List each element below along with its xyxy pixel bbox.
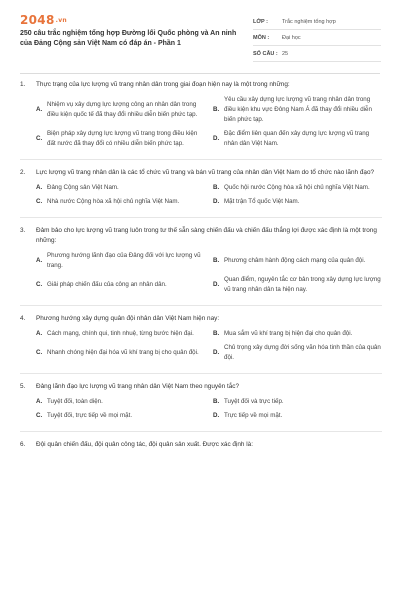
question-stem [20, 382, 382, 392]
question [20, 226, 382, 299]
option-letter: D. [213, 281, 220, 288]
question [20, 168, 382, 211]
option-d[interactable] [213, 343, 382, 367]
option-text: Nhanh chóng hiện đại hóa vũ khí trang bị cho quân đội. [47, 349, 199, 356]
option-d[interactable] [213, 129, 382, 153]
question-stem [20, 168, 382, 178]
option-text: Phương hướng lãnh đạo của Đảng đối với lực lượng vũ trang. [47, 252, 201, 269]
option-b[interactable] [213, 251, 382, 275]
question-number: 4. [20, 315, 26, 322]
option-text: Tuyệt đối và trực tiếp. [224, 398, 284, 405]
option-letter: B. [213, 330, 220, 337]
option-text: Trực tiếp về mọi mặt. [224, 412, 283, 419]
option-text: Chủ trọng xây dựng đời sống văn hóa tinh thần của quân đội. [224, 344, 381, 361]
option-letter: C. [36, 281, 43, 288]
option-letter: D. [213, 412, 220, 419]
option-grid [36, 397, 382, 425]
meta-row-class [253, 14, 381, 30]
option-letter: A. [36, 257, 43, 264]
option-letter: A. [36, 398, 43, 405]
option-text: Mặt trận Tổ quốc Việt Nam. [224, 198, 300, 205]
option-c[interactable] [36, 343, 205, 367]
option-b[interactable] [213, 183, 382, 197]
option-letter: C. [36, 135, 43, 142]
option-a[interactable] [36, 329, 205, 343]
option-letter: D. [213, 349, 220, 356]
option-text: Tuyệt đối, toàn diện. [47, 398, 103, 405]
option-text: Đặc điểm liên quan đến xây dựng lực lượng vũ trang nhân dân Việt Nam. [224, 130, 370, 147]
option-a[interactable] [36, 95, 205, 129]
question-divider [20, 373, 382, 374]
question-number: 2. [20, 169, 26, 176]
option-letter: B. [213, 257, 220, 264]
question-number: 3. [20, 227, 26, 234]
option-b[interactable] [213, 397, 382, 411]
option-text: Phương châm hành động cách mạng của quân đội. [224, 257, 366, 264]
question-text: Đảm bảo cho lực lượng vũ trang luôn trong tư thế sẵn sàng chiến đấu và chiến đấu thắng lợi được xác định là một trong những: [36, 227, 377, 244]
option-c[interactable] [36, 275, 205, 299]
option-letter: B. [213, 398, 220, 405]
question-divider [20, 159, 382, 160]
meta-value: Trắc nghiệm tổng hợp [282, 18, 336, 25]
question-divider [20, 217, 382, 218]
question-text: Đội quân chiến đấu, đội quân công tác, đội quân sản xuất. Được xác định là: [36, 441, 254, 448]
option-c[interactable] [36, 411, 205, 425]
option-text: Biện pháp xây dựng lực lượng vũ trang trong điều kiện đất nước đã thay đổi có nhiều diễn biến phức tạp. [47, 130, 198, 147]
site-logo[interactable] [20, 13, 67, 27]
option-letter: D. [213, 198, 220, 205]
option-letter: D. [213, 135, 220, 142]
option-letter: B. [213, 106, 220, 113]
option-letter: B. [213, 184, 220, 191]
question-text: Thực trạng của lực lượng vũ trang nhân dân trong giai đoạn hiện nay là một trong những: [36, 81, 290, 88]
question-number: 5. [20, 383, 26, 390]
option-text: Đảng Cộng sản Việt Nam. [47, 184, 119, 191]
question-stem [20, 314, 382, 324]
option-text: Quốc hội nước Cộng hòa xã hội chủ nghĩa Việt Nam. [224, 184, 370, 191]
question [20, 314, 382, 367]
question-list [20, 80, 382, 450]
meta-value: Đại học [282, 34, 301, 41]
question-number: 1. [20, 81, 26, 88]
option-text: Tuyệt đối, trực tiếp về mọi mặt. [47, 412, 133, 419]
meta-key: LỚP : [253, 18, 268, 25]
option-letter: C. [36, 412, 43, 419]
option-c[interactable] [36, 129, 205, 153]
option-a[interactable] [36, 251, 205, 275]
header-divider [20, 73, 380, 74]
question-number: 6. [20, 441, 26, 448]
option-letter: C. [36, 349, 43, 356]
meta-key: MÔN : [253, 34, 270, 41]
question [20, 440, 382, 450]
question [20, 80, 382, 153]
option-b[interactable] [213, 95, 382, 129]
question-text: Lực lượng vũ trang nhân dân là các tổ chức vũ trang và bán vũ trang của nhân dân Việt Nam do tổ chức nào lãnh đạo? [36, 169, 375, 176]
question-stem [20, 80, 382, 90]
logo-text: 2048 [20, 13, 55, 27]
option-d[interactable] [213, 197, 382, 211]
option-grid [36, 329, 382, 367]
option-letter: C. [36, 198, 43, 205]
logo-suffix: .vn [55, 17, 67, 24]
question [20, 382, 382, 425]
option-grid [36, 95, 382, 153]
question-text: Đảng lãnh đạo lực lượng vũ trang nhân dân Việt Nam theo nguyên tắc? [36, 383, 240, 390]
question-divider [20, 431, 382, 432]
meta-key: SỐ CÂU : [253, 50, 278, 57]
question-divider [20, 305, 382, 306]
option-a[interactable] [36, 183, 205, 197]
option-grid [36, 251, 382, 299]
option-letter: A. [36, 330, 43, 337]
document-title: 250 câu trắc nghiệm tổng hợp Đường lối Quốc phòng và An ninh của Đảng Cộng sản Việt Nam có đáp án - Phần 1 [20, 30, 237, 47]
option-text: Nhiệm vụ xây dựng lực lượng công an nhân dân trong điều kiện quốc tế đã thay đổi nhiều diễn biến phức tạp. [47, 101, 198, 118]
option-text: Yêu cầu xây dựng lực lượng vũ trang nhân dân trong điều kiện khu vực Đông Nam Á đã thay đổi nhiều diễn biến phức tạp. [224, 96, 372, 123]
option-c[interactable] [36, 197, 205, 211]
meta-value: 25 [282, 50, 289, 57]
option-text: Mua sắm vũ khí trang bị hiện đại cho quân đội. [224, 330, 353, 337]
question-stem [20, 440, 382, 450]
meta-row-subject [253, 30, 381, 46]
option-b[interactable] [213, 329, 382, 343]
option-d[interactable] [213, 275, 382, 299]
option-grid [36, 183, 382, 211]
document-meta [253, 14, 381, 62]
option-letter: A. [36, 106, 43, 113]
option-text: Cách mạng, chính qui, tinh nhuệ, từng bước hiện đại. [47, 330, 194, 337]
option-letter: A. [36, 184, 43, 191]
question-stem [20, 226, 382, 246]
option-a[interactable] [36, 397, 205, 411]
meta-row-count [253, 46, 381, 62]
document-header [0, 0, 400, 72]
option-text: Giải pháp chiến đấu của công an nhân dân. [47, 281, 167, 288]
option-text: Nhà nước Cộng hòa xã hội chủ nghĩa Việt Nam. [47, 198, 180, 205]
option-text: Quan điểm, nguyên tắc cơ bản trong xây dựng lực lượng vũ trang nhân dân ta hiện nay. [224, 276, 381, 293]
question-text: Phương hướng xây dựng quân đội nhân dân Việt Nam hiện nay: [36, 315, 220, 322]
option-d[interactable] [213, 411, 382, 425]
